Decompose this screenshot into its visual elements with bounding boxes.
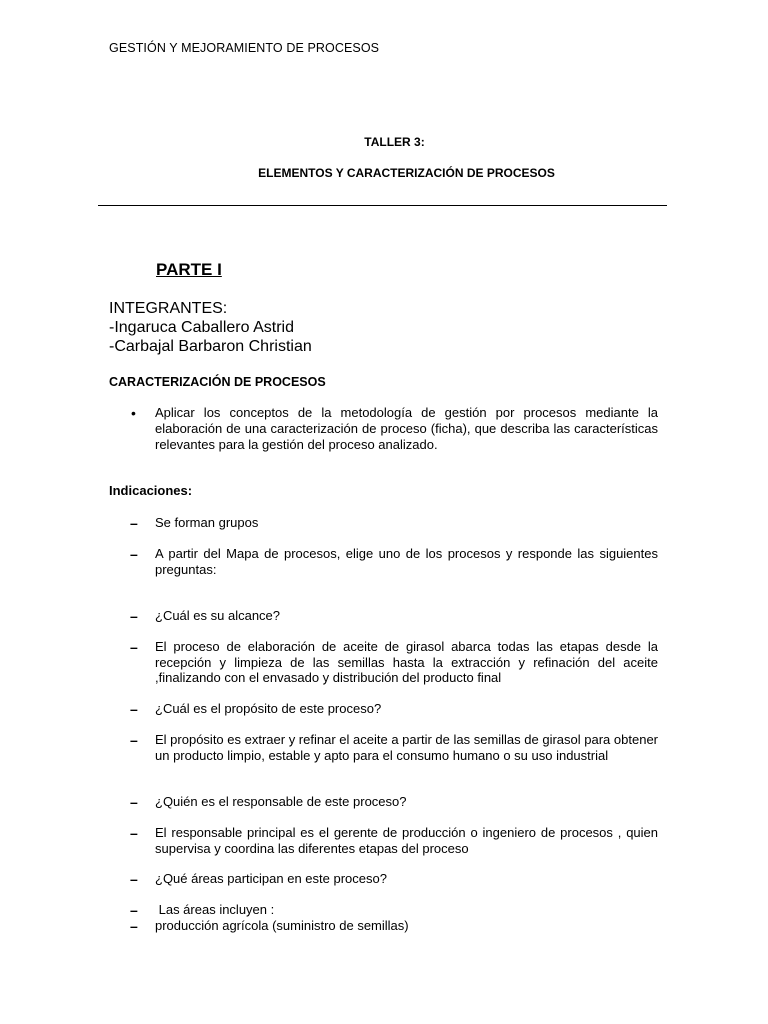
members-label: INTEGRANTES: <box>109 300 228 317</box>
list-item: El responsable principal es el gerente de producción o ingeniero de procesos , quien supervisa y coordina las diferentes etapas del proceso <box>155 825 658 856</box>
part-title: PARTE I <box>156 260 222 279</box>
list-item: ¿Qué áreas participan en este proceso? <box>155 871 387 886</box>
list-item: Se forman grupos <box>155 515 259 530</box>
horizontal-divider <box>98 205 667 206</box>
dash-icon: – <box>130 794 138 810</box>
list-item: ¿Cuál es el propósito de este proceso? <box>155 701 382 716</box>
dash-icon: – <box>130 546 138 562</box>
member-name: -Ingaruca Caballero Astrid <box>109 319 294 336</box>
members-block <box>109 299 312 356</box>
workshop-title: TALLER 3: <box>364 135 425 149</box>
dash-icon: – <box>130 902 138 918</box>
dash-icon: – <box>130 825 138 841</box>
list-item: El propósito es extraer y refinar el aceite a partir de las semillas de girasol para obtener un producto limpio, estable y apto para el consumo humano o su uso industrial <box>155 732 658 763</box>
running-header: GESTIÓN Y MEJORAMIENTO DE PROCESOS <box>109 41 380 55</box>
list-item: A partir del Mapa de procesos, elige uno de los procesos y responde las siguientes preguntas: <box>155 546 658 577</box>
dash-icon: – <box>130 918 138 934</box>
dash-icon: – <box>130 732 138 748</box>
objective-text: Aplicar los conceptos de la metodología de gestión por procesos mediante la elaboración de una caracterización de proceso (ficha), que describa las características relevantes para la gestión del proceso analizado. <box>155 405 658 452</box>
dash-icon: – <box>130 515 138 531</box>
list-item: El proceso de elaboración de aceite de girasol abarca todas las etapas desde la recepción y limpieza de las semillas hasta la extracción y refinación del aceite ,finalizando con el envasado y distribución del producto final <box>155 639 658 685</box>
workshop-subtitle: ELEMENTOS Y CARACTERIZACIÓN DE PROCESOS <box>258 166 555 180</box>
bullet-icon: • <box>131 405 136 421</box>
list-item: producción agrícola (suministro de semillas) <box>155 918 409 933</box>
dash-icon: – <box>130 701 138 717</box>
dash-icon: – <box>130 871 138 887</box>
list-item: Las áreas incluyen : <box>155 902 275 917</box>
indications-title: Indicaciones: <box>109 483 193 498</box>
dash-icon: – <box>130 608 138 624</box>
section-title: CARACTERIZACIÓN DE PROCESOS <box>109 375 326 389</box>
list-item: ¿Quién es el responsable de este proceso? <box>155 794 407 809</box>
dash-icon: – <box>130 639 138 655</box>
list-item: ¿Cuál es su alcance? <box>155 608 281 623</box>
member-name: -Carbajal Barbaron Christian <box>109 338 312 355</box>
